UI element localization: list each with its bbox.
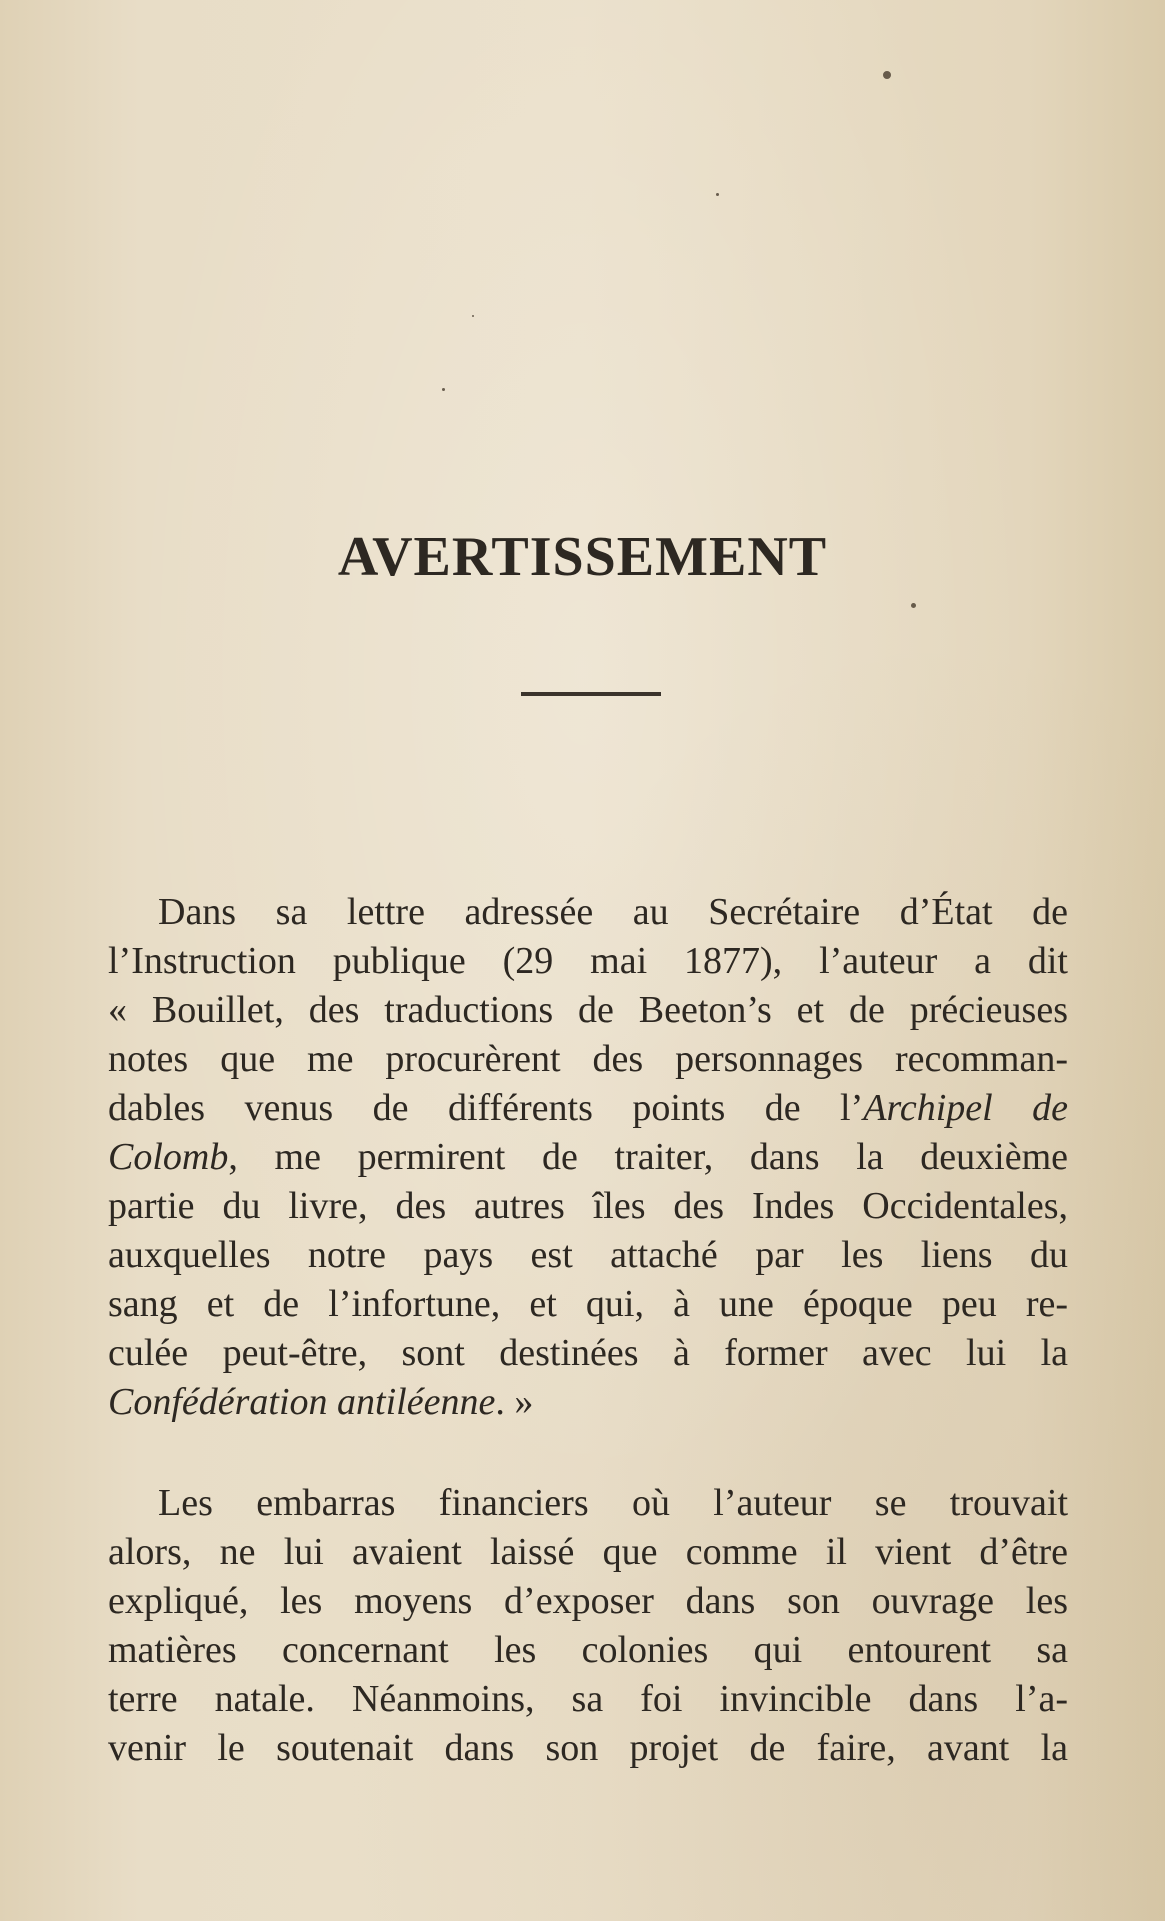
paragraph-1-line-9: sang et de l’infortune, et qui, à une époque peu re- bbox=[108, 1283, 1068, 1325]
paragraph-2-line-6: venir le soutenait dans son projet de faire, avant la bbox=[108, 1727, 1068, 1769]
paragraph-1-line-11 bbox=[108, 1378, 1068, 1427]
paragraph-1-line-11-italic: Confédération antiléenne bbox=[108, 1381, 496, 1423]
paragraph-1-line-10: culée peut-être, sont destinées à former avec lui la bbox=[108, 1332, 1068, 1374]
page-title: AVERTISSEMENT bbox=[337, 526, 828, 588]
paragraph-2-line-4: matières concernant les colonies qui entourent sa bbox=[108, 1629, 1068, 1671]
ink-speck bbox=[442, 388, 445, 391]
paragraph-1-line-3: « Bouillet, des traductions de Beeton’s et de précieuses bbox=[108, 989, 1068, 1031]
paragraph-2-line-1: Les embarras financiers où l’auteur se trouvait bbox=[158, 1482, 1068, 1524]
paragraph-1-line-6-italic: Colomb bbox=[108, 1136, 229, 1178]
paragraph-1-line-5 bbox=[108, 1084, 1068, 1133]
paragraph-2 bbox=[108, 1479, 1068, 1773]
paragraph-1-line-5-text: dables venus de différents points de l’ bbox=[108, 1087, 864, 1129]
paragraph-1-line-2: l’Instruction publique (29 mai 1877), l’auteur a dit bbox=[108, 940, 1068, 982]
ink-speck bbox=[911, 603, 916, 608]
paragraph-1-line-4: notes que me procurèrent des personnages recomman- bbox=[108, 1038, 1068, 1080]
paragraph-1 bbox=[108, 888, 1068, 1427]
paragraph-1-line-7: partie du livre, des autres îles des Indes Occidentales, bbox=[108, 1185, 1068, 1227]
paragraph-2-line-5: terre natale. Néanmoins, sa foi invincible dans l’a- bbox=[108, 1678, 1068, 1720]
paragraph-2-line-3: expliqué, les moyens d’exposer dans son ouvrage les bbox=[108, 1580, 1068, 1622]
paragraph-1-line-1: Dans sa lettre adressée au Secrétaire d’État de bbox=[158, 891, 1068, 933]
paragraph-1-line-8: auxquelles notre pays est attaché par les liens du bbox=[108, 1234, 1068, 1276]
paragraph-1-line-11-text: . » bbox=[495, 1381, 534, 1423]
ink-speck bbox=[472, 315, 474, 317]
ink-speck bbox=[883, 71, 891, 79]
ink-speck bbox=[716, 193, 719, 196]
paragraph-2-line-2: alors, ne lui avaient laissé que comme il vient d’être bbox=[108, 1531, 1068, 1573]
paragraph-1-line-5-italic: Archipel de bbox=[863, 1087, 1068, 1129]
title-divider bbox=[521, 692, 661, 696]
paragraph-1-line-6 bbox=[108, 1133, 1068, 1182]
paragraph-1-line-6-text: , me permirent de traiter, dans la deuxième bbox=[228, 1136, 1068, 1178]
